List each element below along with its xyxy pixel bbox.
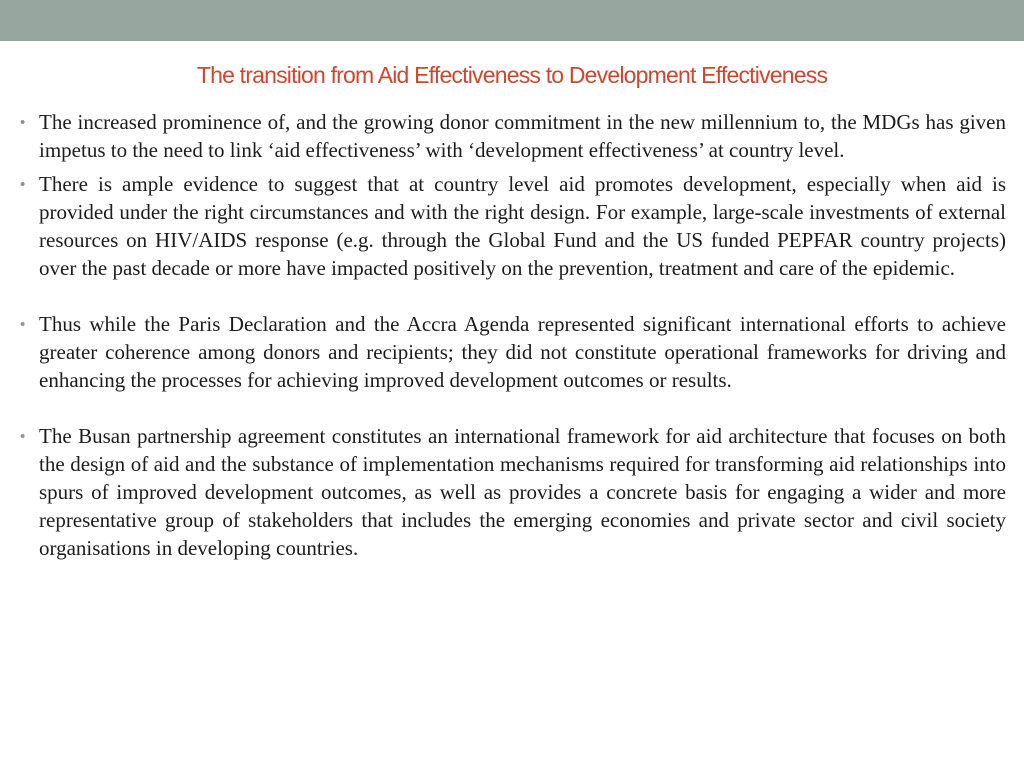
bullet-item-1 bbox=[20, 108, 1006, 164]
bullet-text-3: Thus while the Paris Declaration and the Accra Agenda represented significant international efforts to achieve greater coherence among donors and recipients; they did not constitute operational frameworks for driving and enhancing the processes for achieving improved development outcomes or results. bbox=[39, 312, 1006, 392]
bullet-icon: • bbox=[20, 316, 26, 333]
bullet-item-4 bbox=[20, 422, 1006, 562]
bullet-list bbox=[20, 108, 1006, 562]
header-bar bbox=[0, 0, 1024, 41]
bullet-icon: • bbox=[20, 176, 26, 193]
bullet-text-4: The Busan partnership agreement constitutes an international framework for aid architecture that focuses on both the design of aid and the substance of implementation mechanisms required for transforming aid relationships into spurs of improved development outcomes, as well as provides a concrete basis for engaging a wider and more representative group of stakeholders that includes the emerging economies and private sector and civil society organisations in developing countries. bbox=[39, 424, 1006, 560]
bullet-icon: • bbox=[20, 428, 26, 445]
bullet-icon: • bbox=[20, 114, 26, 131]
bullet-text-1: The increased prominence of, and the growing donor commitment in the new millennium to, the MDGs has given impetus to the need to link ‘aid effectiveness’ with ‘development effectiveness’ at country level. bbox=[39, 110, 1006, 162]
bullet-item-2 bbox=[20, 170, 1006, 282]
slide-title: The transition from Aid Effectiveness to Development Effectiveness bbox=[196, 62, 828, 88]
bullet-text-2: There is ample evidence to suggest that at country level aid promotes development, especially when aid is provided under the right circumstances and with the right design. For example, large-scale investments of external resources on HIV/AIDS response (e.g. through the Global Fund and the US funded PEPFAR country projects) over the past decade or more have impacted positively on the prevention, treatment and care of the epidemic. bbox=[39, 172, 1006, 280]
bullet-item-3 bbox=[20, 310, 1006, 394]
